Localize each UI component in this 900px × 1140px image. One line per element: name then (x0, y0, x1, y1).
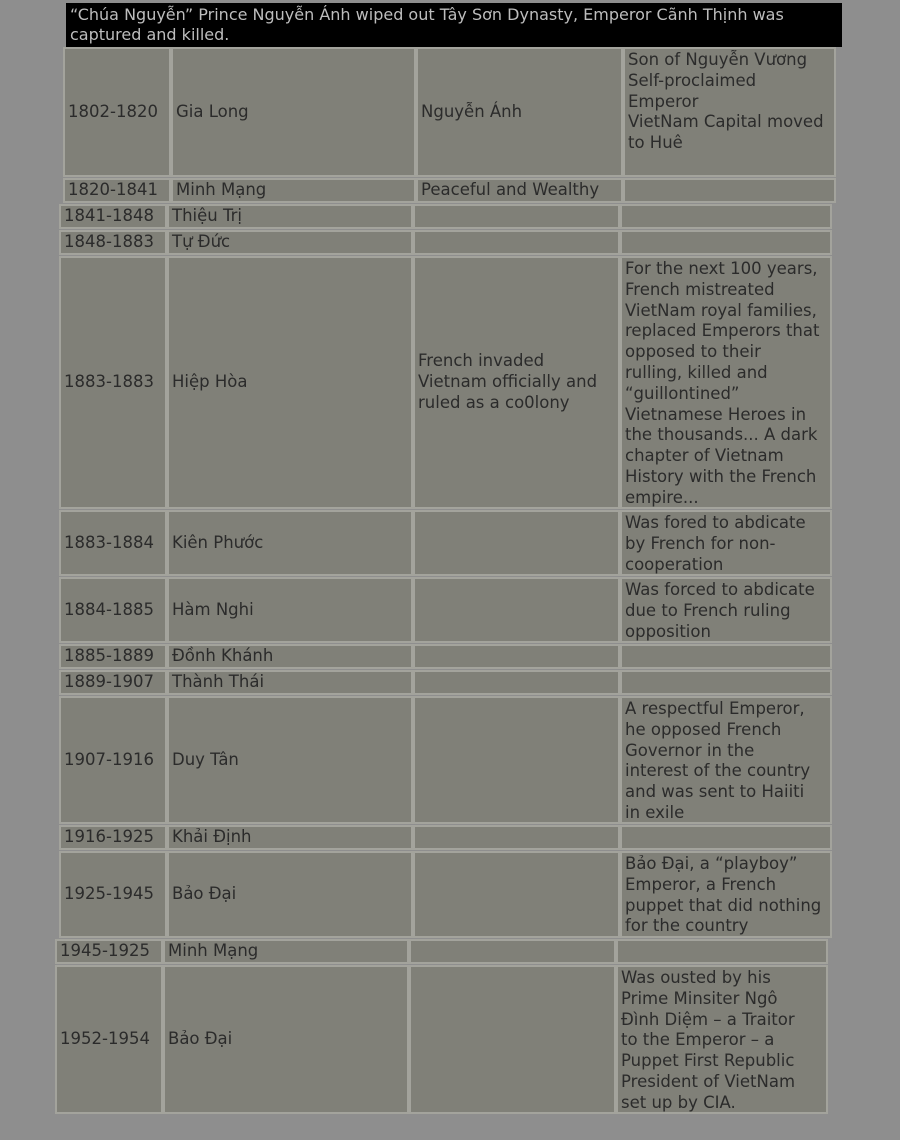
emperor-name: Gia Long (171, 47, 416, 177)
reign-period: 1952-1954 (55, 965, 163, 1114)
table-row (63, 47, 836, 177)
reign-description: Was ousted by his Prime Minsiter Ngô Đình Diệm – a Traitor to the Emperor – a Puppet First Republic President of VietNam set up by CIA. (616, 965, 828, 1114)
table-row (55, 939, 828, 964)
reign-note: Nguyễn Ánh (416, 47, 623, 177)
table-row (59, 644, 832, 669)
emperor-name: Kiên Phước (167, 510, 413, 576)
emperor-name: Hàm Nghi (167, 577, 413, 643)
reign-note (413, 204, 620, 229)
reign-description: Was fored to abdicate by French for non- cooperation (620, 510, 832, 576)
reign-note (413, 577, 620, 643)
emperor-name: Thành Thái (167, 670, 413, 695)
table-row (59, 230, 832, 255)
reign-period: 1841-1848 (59, 204, 167, 229)
reign-note (413, 825, 620, 850)
reign-period: 1883-1883 (59, 256, 167, 509)
table-row (55, 965, 828, 1114)
reign-period: 1889-1907 (59, 670, 167, 695)
table-row (59, 510, 832, 576)
reign-note (413, 230, 620, 255)
header-banner: “Chúa Nguyễn” Prince Nguyễn Ánh wiped out Tây Sơn Dynasty, Emperor Cãnh Thịnh was captured and killed. (66, 3, 842, 47)
reign-note: French invaded Vietnam officially and ruled as a co0lony (413, 256, 620, 509)
reign-period: 1848-1883 (59, 230, 167, 255)
emperor-name: Bảo Đại (167, 851, 413, 938)
reign-description: Son of Nguyễn Vương Self-proclaimed Emperor VietNam Capital moved to Huê (623, 47, 836, 177)
table-row (59, 851, 832, 938)
reign-note (409, 965, 616, 1114)
emperor-name: Duy Tân (167, 696, 413, 824)
reign-note (413, 644, 620, 669)
reign-note (413, 510, 620, 576)
reign-period: 1802-1820 (63, 47, 171, 177)
reign-note (413, 851, 620, 938)
emperor-name: Minh Mạng (163, 939, 409, 964)
reign-note (409, 939, 616, 964)
emperor-name: Đồnh Khánh (167, 644, 413, 669)
reign-description (616, 939, 828, 964)
reign-description (620, 670, 832, 695)
reign-period: 1916-1925 (59, 825, 167, 850)
reign-period: 1820-1841 (63, 178, 171, 203)
table-row (59, 696, 832, 824)
reign-description (620, 230, 832, 255)
reign-description: Was forced to abdicate due to French ruling opposition (620, 577, 832, 643)
reign-description (620, 825, 832, 850)
reign-description (620, 204, 832, 229)
reign-note: Peaceful and Wealthy (416, 178, 623, 203)
emperor-name: Khải Định (167, 825, 413, 850)
reign-description: Bảo Đại, a “playboy” Emperor, a French puppet that did nothing for the country (620, 851, 832, 938)
table-row (59, 577, 832, 643)
reign-period: 1907-1916 (59, 696, 167, 824)
emperor-name: Hiệp Hòa (167, 256, 413, 509)
reign-period: 1885-1889 (59, 644, 167, 669)
table-row (59, 204, 832, 229)
reign-description (620, 644, 832, 669)
reign-note (413, 696, 620, 824)
emperor-name: Thiệu Trị (167, 204, 413, 229)
reign-period: 1925-1945 (59, 851, 167, 938)
emperor-name: Tự Đức (167, 230, 413, 255)
emperor-name: Bảo Đại (163, 965, 409, 1114)
reign-description (623, 178, 836, 203)
table-row (59, 256, 832, 509)
reign-description: A respectful Emperor, he opposed French Governor in the interest of the country and was sent to Haiiti in exile (620, 696, 832, 824)
reign-period: 1884-1885 (59, 577, 167, 643)
table-row (63, 178, 836, 203)
reign-description: For the next 100 years, French mistreated VietNam royal families, replaced Emperors that opposed to their rulling, killed and “guillontined” Vietnamese Heroes in the thousands... A dark chapter of Vietnam History with the French empire... (620, 256, 832, 509)
table-row (59, 825, 832, 850)
emperor-name: Minh Mạng (171, 178, 416, 203)
reign-note (413, 670, 620, 695)
table-row (59, 670, 832, 695)
reign-period: 1945-1925 (55, 939, 163, 964)
reign-period: 1883-1884 (59, 510, 167, 576)
